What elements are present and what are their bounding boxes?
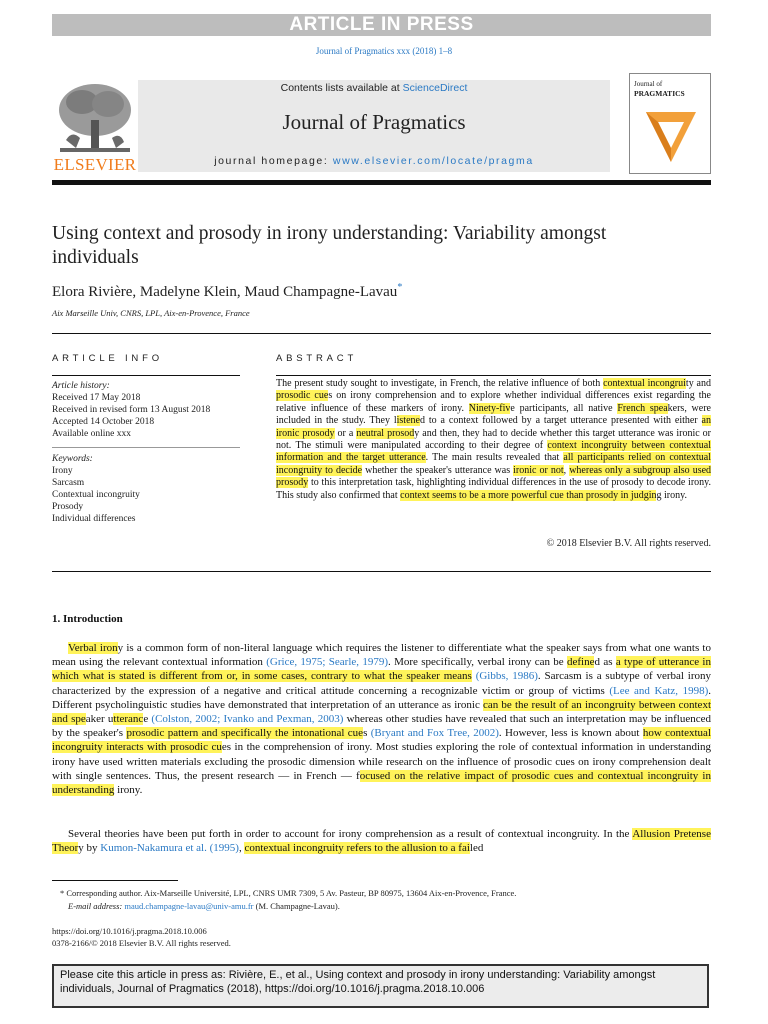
journal-citation-link[interactable]: Journal of Pragmatics xxx (2018) 1–8 xyxy=(315,46,453,56)
elsevier-wordmark: ELSEVIER xyxy=(53,155,137,174)
keywords-rule xyxy=(52,447,240,448)
sciencedirect-link[interactable]: ScienceDirect xyxy=(402,82,468,94)
journal-homepage: journal homepage: www.elsevier.com/locate/pragma xyxy=(214,155,534,167)
header-rule xyxy=(52,180,711,185)
abstract-heading: ABSTRACT xyxy=(276,353,358,364)
corresponding-author-mark[interactable]: * xyxy=(397,282,403,293)
abstract-bottom-rule xyxy=(52,571,711,572)
homepage-link[interactable]: www.elsevier.com/locate/pragma xyxy=(332,155,534,167)
journal-cover-image[interactable] xyxy=(629,73,711,174)
article-info-heading: ARTICLE INFO xyxy=(52,353,163,364)
keywords: Keywords: Irony Sarcasm Contextual incongruity Prosody Individual differences xyxy=(52,454,140,524)
issn-line: 0378-2166/© 2018 Elsevier B.V. All rights reserved. xyxy=(52,938,231,948)
footnote-rule xyxy=(52,880,178,881)
abstract-text: The present study sought to investigate, in French, the relative influence of both contextual incongruity and prosodic cues on irony comprehension and to explore whether individual differences exist regarding the relative influence of these markers of irony. Ninety-five participants, all native French speakers, were included in the study. They listened to a context followed by a target utterance presented with either an ironic prosody or a neutral prosody and then, they had to decide whether this target utterance was ironic or not. The stimuli were manipulated according to their degree of context incongruity between contextual information and the target utterance. The main results revealed that all participants relied on contextual incongruity to decide whether the speaker's utterance was ironic or not, whereas only a subgroup also used prosody to this interpretation task, highlighting individual differences in the use of prosody to decode irony. This study also confirmed that context seems to be a more powerful cue than prosody in judging irony. xyxy=(276,378,712,501)
intro-paragraph-1: Verbal irony is a common form of non-literal language which requires the listener to differentiate what the speaker says from what one wants to mean using the relevant contextual information (Grice, 1975; Searle, 1979). More specifically, verbal irony can be defined as a type of utterance in which what is stated is different from or, in some cases, contrary to what the speaker means (Gibbs, 1986). Sarcasm is a subtype of verbal irony characterized by the expression of a negative and critical attitude concerning a recognizable victim or group of victims (Lee and Katz, 1998). Different psycholinguistic studies have demonstrated that interpretation of an utterance as ironic can be the result of an incongruity between context and speaker utterance (Colston, 2002; Ivanko and Pexman, 2003) whereas other studies have revealed that such an interpretation may be influenced by the speaker's prosodic pattern and specifically the intonational cues (Bryant and Fox Tree, 2002). However, less is known about how contextual incongruity interacts with prosodic cues in the comprehension of irony. Most studies exploring the role of contextual information in understanding irony have used written materials excluding the prosodic dimension while research on the influence of prosodic cues on irony comprehension dealt with single sentences. Thus, the present research — in French — focused on the relative impact of prosodic cues and contextual incongruity in understanding irony. xyxy=(52,642,712,797)
article-in-press-banner: ARTICLE IN PRESS xyxy=(52,14,711,36)
article-info-rule xyxy=(52,375,240,376)
article-title: Using context and prosody in irony understanding: Variability amongst individuals xyxy=(52,223,607,268)
email-link[interactable]: maud.champagne-lavau@univ-amu.fr xyxy=(124,901,254,911)
elsevier-logo xyxy=(52,80,138,176)
author-list: Elora Rivière, Madelyne Klein, Maud Champagne-Lavau* xyxy=(52,282,403,300)
cover-text-line1: Journal of xyxy=(634,80,663,88)
affiliation: Aix Marseille Univ, CNRS, LPL, Aix-en-Provence, France xyxy=(52,308,250,318)
journal-header xyxy=(138,80,610,172)
section-heading: 1. Introduction xyxy=(52,613,123,625)
cite-this-article-box: Please cite this article in press as: Rivière, E., et al., Using context and prosody in irony understanding: Variability amongst individuals, Journal of Pragmatics (2018), https://doi.org/10.1016/j.pragma.2018.10.006 xyxy=(52,964,709,1008)
contents-line: Contents lists available at ScienceDirect xyxy=(280,82,468,94)
doi-link[interactable]: https://doi.org/10.1016/j.pragma.2018.10.006 xyxy=(52,926,207,936)
journal-title: Journal of Pragmatics xyxy=(282,110,466,134)
email-footnote: E-mail address: maud.champagne-lavau@univ-amu.fr (M. Champagne-Lavau). xyxy=(68,901,340,911)
intro-paragraph-2: Several theories have been put forth in order to account for irony comprehension as a result of contextual incongruity. In the Allusion Pretense Theory by Kumon-Nakamura et al. (1995), contextual incongruity refers to the allusion to a failed xyxy=(52,828,711,855)
title-rule xyxy=(52,333,711,334)
corresponding-footnote: * Corresponding author. Aix-Marseille Université, LPL, CNRS UMR 7309, 5 Av. Pasteur, BP 80975, 13604 Aix-en-Provence, France. xyxy=(60,888,517,898)
article-history: Article history: Received 17 May 2018 Received in revised form 13 August 2018 Accepted 14 October 2018 Available online xxx xyxy=(52,381,211,439)
abstract-rule xyxy=(276,375,711,376)
cover-text-line2: PRAGMATICS xyxy=(634,89,685,98)
cover-triangle-icon xyxy=(642,108,700,166)
copyright-line: © 2018 Elsevier B.V. All rights reserved. xyxy=(546,538,711,549)
